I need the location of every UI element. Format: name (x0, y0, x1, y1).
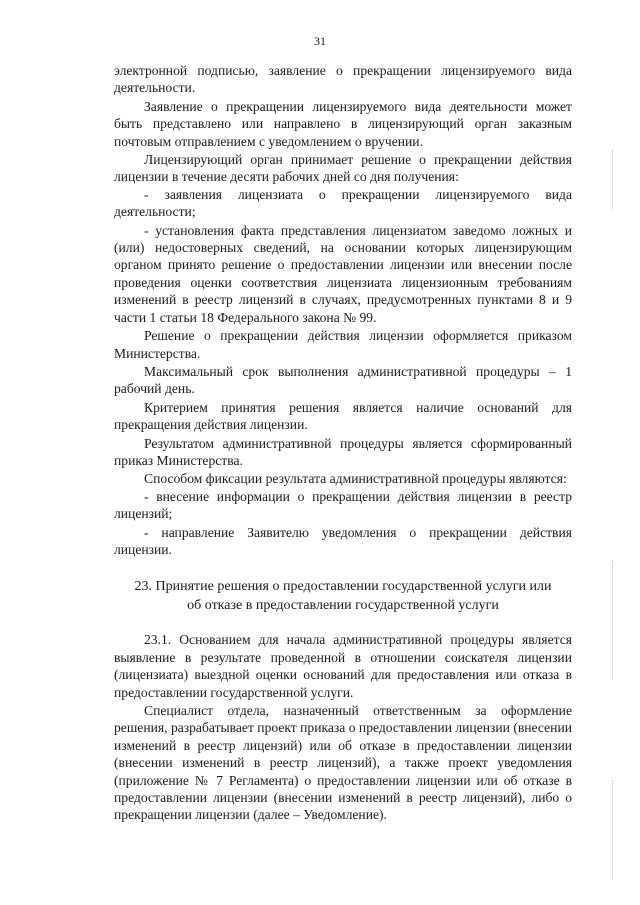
paragraph: Лицензирующий орган принимает решение о прекращении действия лицензии в течение десяти рабочих дней со дня получения: (114, 152, 572, 185)
paragraph: Результатом административной процедуры является сформированный приказ Министерства. (114, 435, 572, 468)
page-number: 31 (314, 34, 326, 48)
list-item: - установления факта представления лицензиатом заведомо ложных и (или) недостоверных сведений, на основании которых лицензирующим органом принято решение о предоставлении лицензии или внесении после проведения оценки соответствия лицензиата лицензионным требованиям изменений в реестр лицензий в случаях, предусмотренных пунктами 8 и 9 части 1 статьи 18 Федерального закона № 99. (114, 222, 572, 325)
paragraph: Заявление о прекращении лицензируемого вида деятельности может быть представлено или направлено в лицензирующий орган заказным почтовым отправлением с уведомлением о вручении. (114, 98, 572, 149)
section-title (114, 578, 572, 615)
list-item: - внесение информации о прекращении действия лицензии в реестр лицензий; (114, 488, 572, 522)
paragraph: Критерием принятия решения является наличие оснований для прекращения действия лицензии. (114, 399, 572, 433)
scan-edge-mark (612, 560, 614, 680)
section-title-line: об отказе в предоставлении государственной услуги (187, 597, 499, 613)
paragraph: Специалист отдела, назначенный ответственным за оформление решения, разрабатывает проект приказа о предоставлении лицензии (внесении изменений в реестр лицензий) или об отказе в предоставлении лицензии (внесении изменений в реестр лицензий), а также проект уведомления (приложение № 7 Регламента) о предоставлении лицензии или об отказе в предоставлении лицензии (внесении изменений в реестр лицензий), либо о прекращении лицензии (далее – Уведомление). (114, 703, 572, 823)
section-title-line: 23. Принятие решения о предоставлении государственной услуги или (134, 579, 552, 595)
scan-edge-mark (612, 150, 614, 210)
paragraph: Максимальный срок выполнения административной процедуры – 1 рабочий день. (114, 363, 572, 397)
paragraph: 23.1. Основанием для начала административной процедуры является выявление в результате проведенной в отношении соискателя лицензии (лицензиата) выездной оценки оснований для предоставления или отказа в предоставлении государственной услуги. (114, 632, 572, 700)
list-item: - направление Заявителю уведомления о прекращении действия лицензии. (114, 524, 572, 557)
paragraph: Решение о прекращении действия лицензии оформляется приказом Министерства. (114, 328, 572, 361)
scan-edge-mark (612, 780, 614, 880)
paragraph: электронной подписью, заявление о прекращении лицензируемого вида деятельности. (114, 63, 572, 96)
paragraph: Способом фиксации результата административной процедуры являются: (144, 471, 567, 487)
document-body (114, 62, 572, 824)
list-item: - заявления лицензиата о прекращении лицензируемого вида деятельности; (114, 186, 572, 220)
